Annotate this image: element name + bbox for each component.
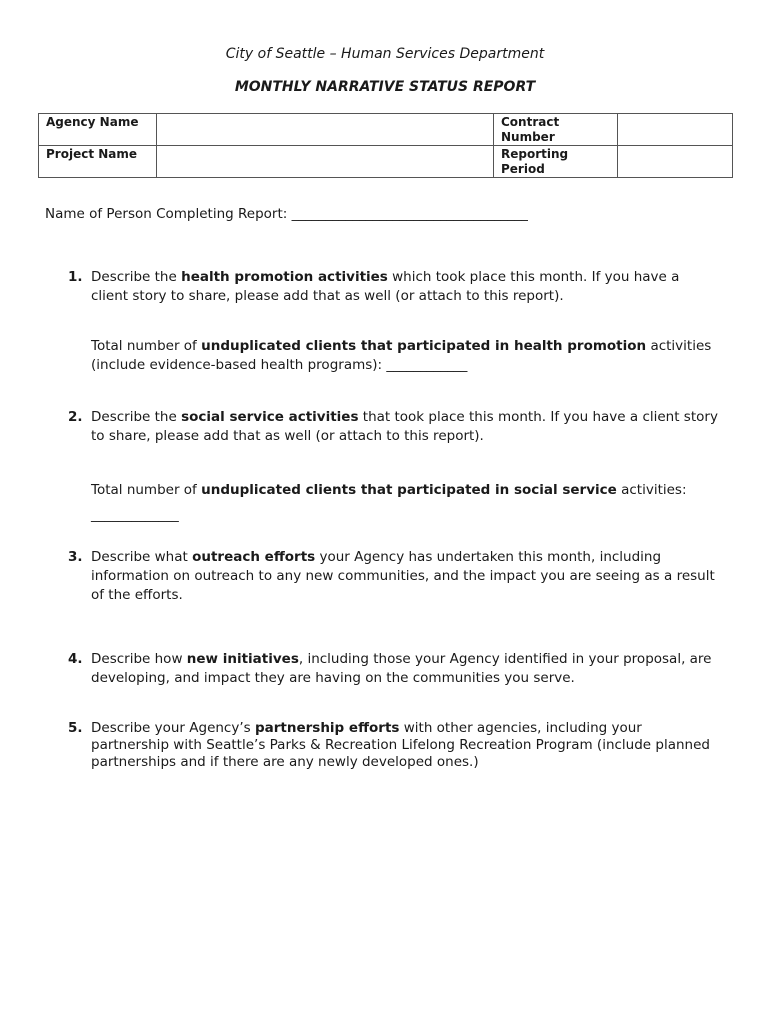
project-name-field[interactable] bbox=[157, 146, 494, 178]
question-number: 5. bbox=[68, 720, 83, 736]
question-text: Describe the health promotion activities which took place this month. If you have a client story to share, please add that as well (or attach to this report). bbox=[91, 269, 680, 304]
report-title: MONTHLY NARRATIVE STATUS REPORT bbox=[234, 79, 536, 95]
question-number: 4. bbox=[68, 651, 83, 667]
table-row bbox=[39, 146, 733, 178]
project-name-label: Project Name bbox=[39, 146, 157, 178]
question-text: Describe your Agency’s partnership efforts with other agencies, including your partnership with Seattle’s Parks & Recreation Lifelong Recreation Program (include planned partnerships and if there are any newly developed ones.) bbox=[91, 720, 710, 770]
report-info-table bbox=[38, 113, 733, 178]
contract-number-label: Contract Number bbox=[494, 114, 618, 146]
agency-name-field[interactable] bbox=[157, 114, 494, 146]
question-number: 2. bbox=[68, 409, 83, 425]
department-heading: City of Seattle – Human Services Department bbox=[225, 46, 545, 62]
question-count-line[interactable]: Total number of unduplicated clients that participated in health promotion activities (include evidence-based health programs): ____________ bbox=[91, 338, 712, 373]
question-5 bbox=[68, 720, 718, 771]
reporting-period-label: Reporting Period bbox=[494, 146, 618, 178]
question-text: Describe the social service activities that took place this month. If you have a client story to share, please add that as well (or attach to this report). bbox=[91, 409, 718, 444]
table-row bbox=[39, 114, 733, 146]
question-text: Describe what outreach efforts your Agency has undertaken this month, including information on outreach to any new communities, and the impact you are seeing as a result of the efforts. bbox=[91, 549, 715, 603]
completer-name-line[interactable]: Name of Person Completing Report: ___________________________________ bbox=[45, 206, 528, 222]
question-1 bbox=[68, 268, 718, 375]
question-text: Describe how new initiatives, including those your Agency identified in your proposal, are developing, and impact they are having on the communities you serve. bbox=[91, 651, 712, 686]
question-count-line[interactable]: Total number of unduplicated clients that participated in social service activities: _____________ bbox=[91, 482, 687, 523]
question-2 bbox=[68, 408, 718, 528]
question-3 bbox=[68, 548, 718, 605]
contract-number-field[interactable] bbox=[618, 114, 733, 146]
question-number: 3. bbox=[68, 549, 83, 565]
question-4 bbox=[68, 650, 718, 688]
reporting-period-field[interactable] bbox=[618, 146, 733, 178]
agency-name-label: Agency Name bbox=[39, 114, 157, 146]
question-number: 1. bbox=[68, 269, 83, 285]
